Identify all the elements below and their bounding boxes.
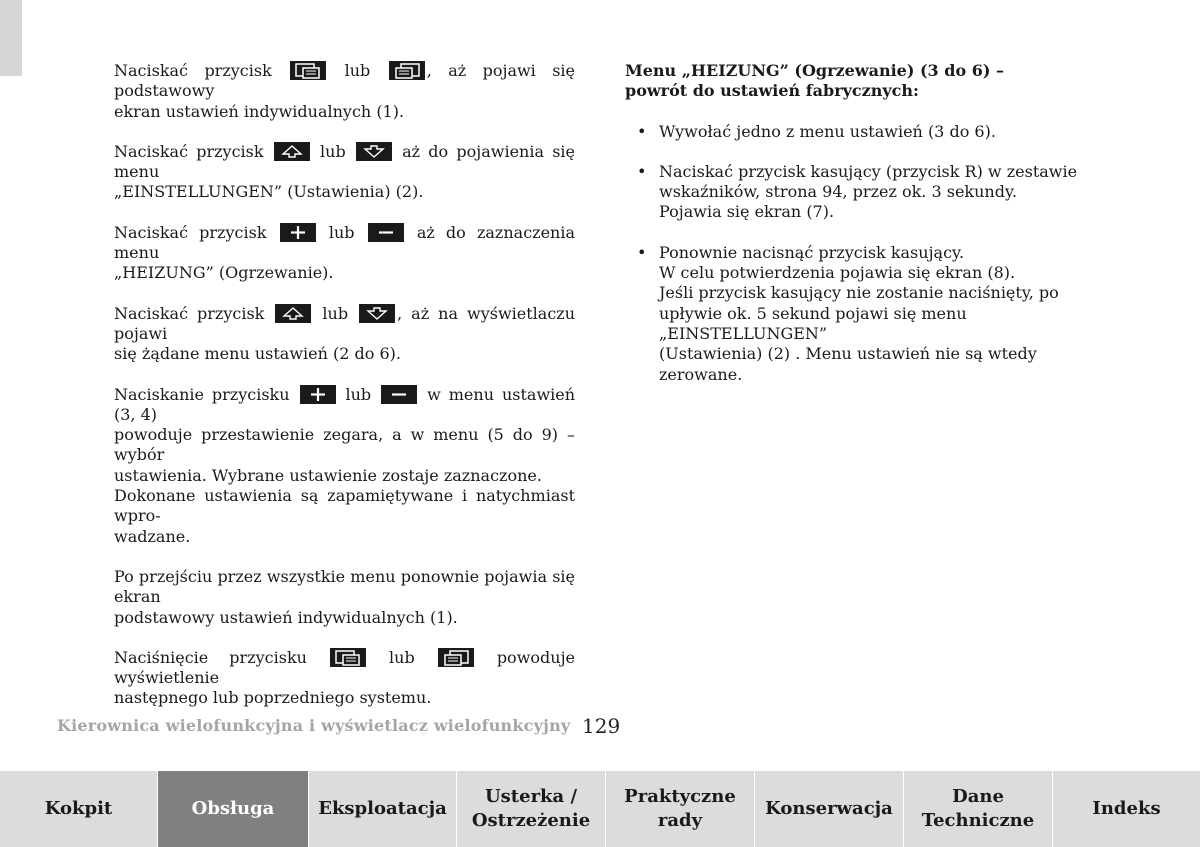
tab-konserwacja[interactable]: Konserwacja: [755, 771, 904, 847]
paragraph-4: Naciskać przycisk lub , aż na wyświetlaczu pojawi się żądane menu ustawień (2 do 6).: [114, 303, 576, 364]
bullet-icon: •: [637, 242, 647, 262]
arrow-up-key-icon: [274, 142, 310, 161]
tab-usterka-ostrzezenie[interactable]: Usterka / Ostrzeżenie: [457, 771, 606, 847]
page-back-key-icon: [438, 648, 474, 667]
chapter-navigation: [0, 771, 1200, 847]
section-heading: Menu „HEIZUNG” (Ogrzewanie) (3 do 6) – powrót do ustawień fabrycznych:: [625, 61, 1004, 101]
paragraph-3: Naciskać przycisk lub aż do zaznaczenia menu „HEIZUNG” (Ogrzewanie).: [114, 222, 576, 283]
bullet-icon: •: [637, 161, 647, 181]
paragraph-1: Naciskać przycisk lub , aż pojawi się podstawowy ekran ustawień indywidualnych (1).: [114, 61, 575, 121]
tab-kokpit[interactable]: Kokpit: [0, 771, 158, 847]
page-forward-key-icon: [290, 61, 326, 80]
tab-obsluga[interactable]: Obsługa: [158, 771, 309, 847]
page-forward-key-icon: [330, 648, 366, 667]
list-item: • Wywołać jedno z menu ustawień (3 do 6).: [637, 121, 996, 141]
tab-eksploatacja[interactable]: Eksploatacja: [309, 771, 457, 847]
list-item: • Naciskać przycisk kasujący (przycisk R) w zestawie wskaźników, strona 94, przez ok. 3 sekundy. Pojawia się ekran (7).: [637, 161, 1078, 222]
arrow-down-key-icon: [356, 142, 392, 161]
page-number: 129: [582, 714, 621, 738]
bullet-icon: •: [637, 121, 647, 141]
right-column: [625, 61, 1095, 405]
minus-key-icon: [368, 223, 404, 242]
tab-indeks[interactable]: Indeks: [1053, 771, 1200, 847]
tab-praktyczne-rady[interactable]: Praktyczne rady: [606, 771, 755, 847]
tab-dane-techniczne[interactable]: Dane Techniczne: [904, 771, 1053, 847]
paragraph-6: Po przejściu przez wszystkie menu ponownie pojawia się ekran podstawowy ustawień indywidualnych (1).: [114, 566, 575, 627]
arrow-down-key-icon: [359, 304, 395, 323]
paragraph-5: Naciskanie przycisku lub w menu ustawień (3, 4) powoduje przestawienie zegara, a w menu (5 do 9) – wybór ustawienia. Wybrane ustawienie zostaje zaznaczone. Dokonane ustawienia są zapamiętywane i natychmiast wpro- wadzane.: [114, 384, 576, 546]
page-back-key-icon: [389, 61, 425, 80]
plus-key-icon: [280, 223, 316, 242]
paragraph-2: Naciskać przycisk lub aż do pojawienia się menu „EINSTELLUNGEN” (Ustawienia) (2).: [114, 141, 576, 202]
plus-key-icon: [300, 385, 336, 404]
minus-key-icon: [381, 385, 417, 404]
list-item: • Ponownie nacisnąć przycisk kasujący. W celu potwierdzenia pojawia się ekran (8). Jeśli przycisk kasujący nie zostanie naciśnięty, po upływie ok. 5 sekund pojawi się menu „EINSTELLUNGEN” (Ustawienia) (2) . Menu ustawień nie są wtedy zerowane.: [637, 242, 1059, 384]
paragraph-7: Naciśnięcie przycisku lub powoduje wyświetlenie następnego lub poprzedniego systemu.: [114, 647, 575, 708]
section-title: Kierownica wielofunkcyjna i wyświetlacz wielofunkcyjny: [57, 716, 571, 735]
arrow-up-key-icon: [275, 304, 311, 323]
left-column: [114, 61, 575, 729]
page-corner-marker: [0, 0, 22, 76]
